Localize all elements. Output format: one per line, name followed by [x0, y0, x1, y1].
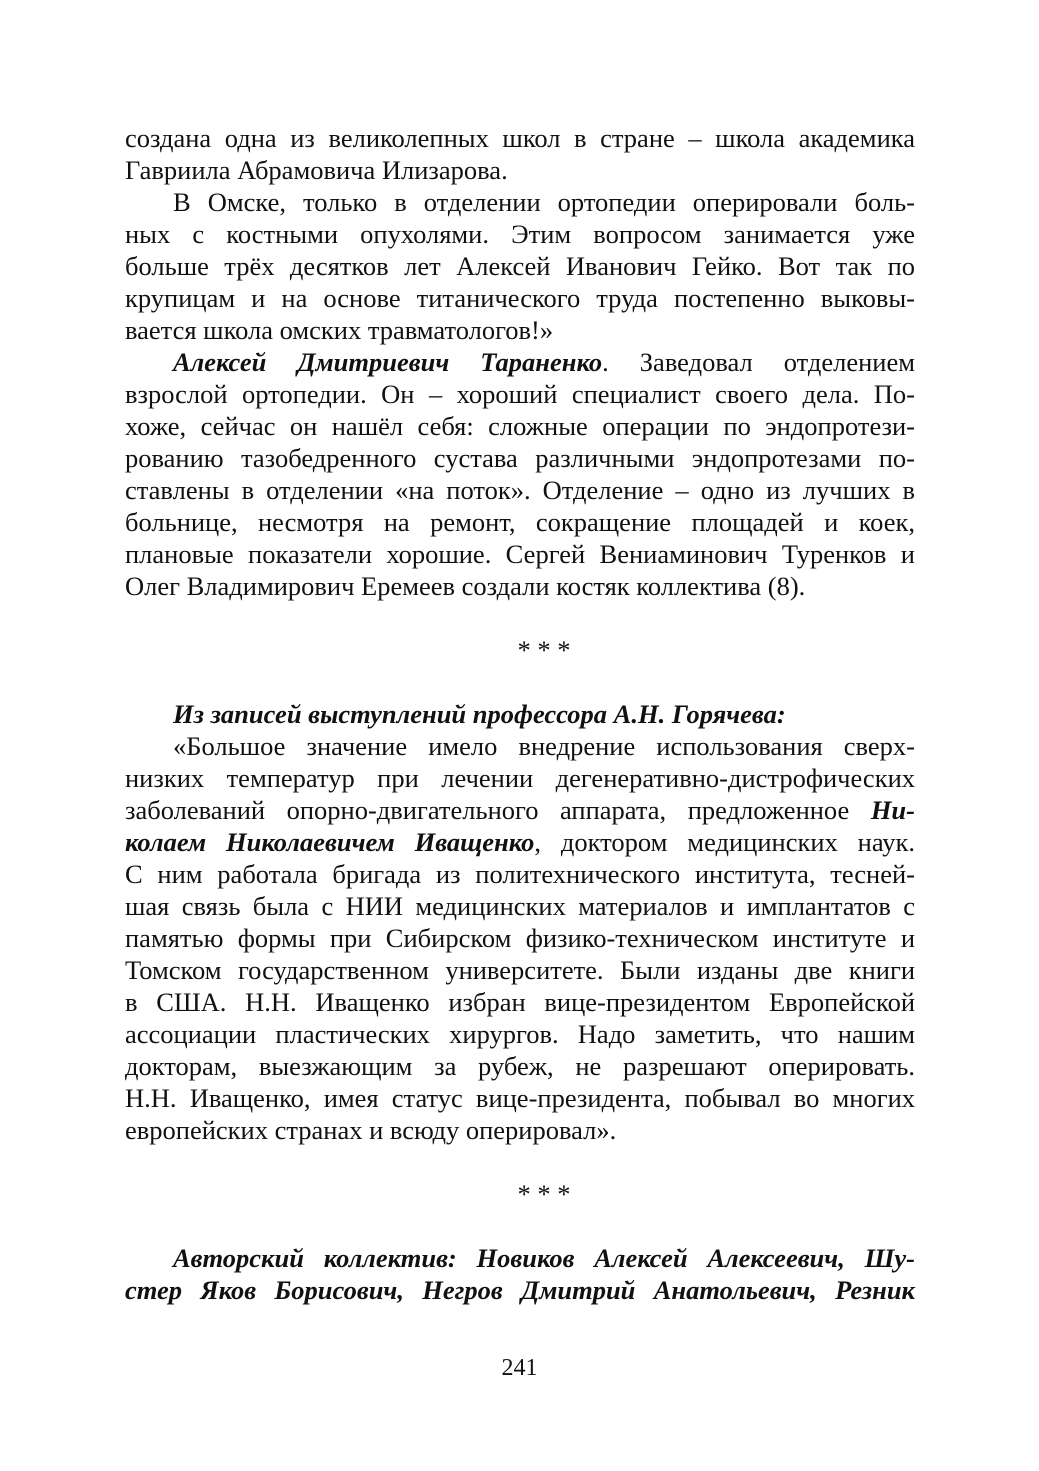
section-2-line-9: в США. Н.Н. Иващенко избран вице-президентом Европейской — [125, 987, 915, 1017]
paragraph-3-line-7: плановые показатели хорошие. Сергей Вениаминович Туренков и — [125, 539, 915, 569]
paragraph-2-line-2: ных с костными опухолями. Этим вопросом занимается уже — [125, 219, 915, 249]
section-3-line-2: стер Яков Борисович, Негров Дмитрий Анатольевич, Резник — [125, 1275, 915, 1305]
section-2-line-8: Томском государственном университете. Были изданы две книги — [125, 955, 915, 985]
section-2-line-11: докторам, выезжающим за рубеж, не разрешают оперировать. — [125, 1051, 915, 1081]
section-2-line-13: европейских странах и всюду оперировал». — [125, 1115, 617, 1145]
section-separator-1: * * * — [517, 635, 571, 665]
section-2-line-3-start: заболеваний опорно-двигательного аппарата, предложенное — [125, 795, 871, 825]
person-name-ivashchenko-part-1: Ни- — [870, 795, 915, 825]
paragraph-2-line-4: крупицам и на основе титанического труда постепенно выковы- — [125, 283, 915, 313]
paragraph-1-line-2: Гавриила Абрамовича Илизарова. — [125, 155, 508, 185]
section-2-line-6: шая связь была с НИИ медицинских материалов и имплантатов с — [125, 891, 915, 921]
person-name-taranenko: Алексей Дмитриевич Тараненко — [173, 347, 603, 377]
section-separator-2: * * * — [517, 1179, 571, 1209]
paragraph-2-line-5: вается школа омских травматологов!» — [125, 315, 554, 345]
paragraph-2-line-3: больше трёх десятков лет Алексей Иванович Гейко. Вот так по — [125, 251, 915, 281]
section-2-line-4-rest: , доктором медицинских наук. — [534, 827, 916, 857]
section-3-line-1: Авторский коллектив: Новиков Алексей Алексеевич, Шу- — [173, 1243, 915, 1273]
paragraph-3-line-3: хоже, сейчас он нашёл себя: сложные операции по эндопротези- — [125, 411, 915, 441]
paragraph-2-line-1: В Омске, только в отделении ортопедии оперировали боль- — [173, 187, 915, 217]
paragraph-3-line-1 — [125, 346, 915, 378]
section-2-line-10: ассоциации пластических хирургов. Надо заметить, что нашим — [125, 1019, 915, 1049]
section-2-line-5: С ним работала бригада из политехнического института, теснeй- — [125, 859, 915, 889]
person-name-ivashchenko-part-2: колаем Николаевичем Иващенко — [125, 827, 535, 857]
paragraph-3-line-4: рованию тазобедренного сустава различными эндопротезами по- — [125, 443, 915, 473]
page-number: 241 — [501, 1355, 538, 1381]
paragraph-3-line-6: больнице, несмотря на ремонт, сокращение площадей и коек, — [125, 507, 915, 537]
paragraph-3-line-8: Олег Владимирович Еремеев создали костяк коллектива (8). — [125, 571, 806, 601]
section-2-heading: Из записей выступлений профессора А.Н. Горячева: — [173, 699, 786, 729]
paragraph-3-line-5: ставлены в отделении «на поток». Отделение – одно из лучших в — [125, 475, 915, 505]
section-2-line-4 — [125, 826, 915, 858]
section-2-line-2: низких температур при лечении дегенеративно-дистрофических — [125, 763, 915, 793]
paragraph-3-line-1-rest: . Заведовал отделением — [602, 347, 915, 377]
section-2-line-3 — [125, 794, 915, 826]
paragraph-3-line-2: взрослой ортопедии. Он – хороший специалист своего дела. По- — [125, 379, 915, 409]
section-2-line-12: Н.Н. Иващенко, имея статус вице-президента, побывал во многих — [125, 1083, 915, 1113]
body-text — [125, 122, 915, 1306]
paragraph-1-line-1: создана одна из великолепных школ в стране – школа академика — [125, 123, 915, 153]
section-2-line-1: «Большое значение имело внедрение использования сверх- — [173, 731, 915, 761]
section-2-line-7: памятью формы при Сибирском физико-техническом институте и — [125, 923, 915, 953]
